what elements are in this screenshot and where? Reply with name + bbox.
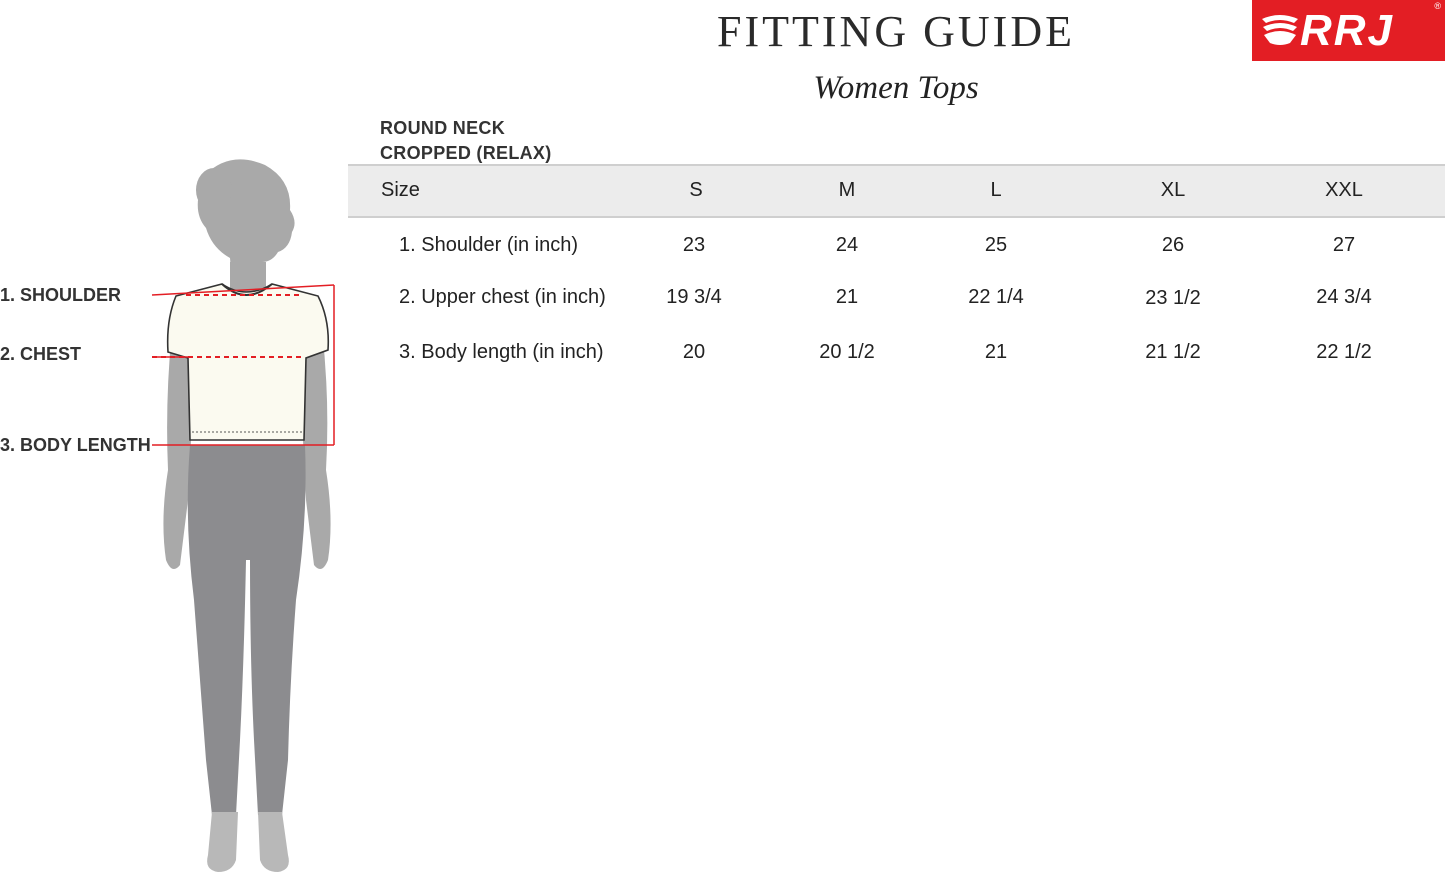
shield-icon <box>1260 13 1300 49</box>
page-title: FITTING GUIDE <box>717 7 1075 56</box>
row-label-upper-chest: 2. Upper chest (in inch) <box>399 286 606 308</box>
table-cell: 20 1/2 <box>819 341 875 363</box>
row-label-body-length: 3. Body length (in inch) <box>399 341 604 363</box>
table-cell: 21 <box>984 341 1008 363</box>
table-cell: 20 <box>682 341 706 363</box>
registered-mark: ® <box>1434 1 1441 11</box>
brand-name: RRJ <box>1300 6 1395 55</box>
table-cell: 26 <box>1161 234 1185 256</box>
table-cell: 21 <box>835 286 859 308</box>
brand-logo <box>1252 0 1445 61</box>
size-header-cell: S <box>689 179 703 201</box>
row-label-shoulder: 1. Shoulder (in inch) <box>399 234 578 256</box>
table-cell: 21 1/2 <box>1145 341 1201 363</box>
table-cell: 24 <box>835 234 859 256</box>
table-cell: 22 1/4 <box>968 286 1024 308</box>
size-header-cell: L <box>990 179 1002 201</box>
label-chest: 2. CHEST <box>0 344 82 364</box>
label-shoulder: 1. SHOULDER <box>0 285 122 305</box>
size-header-cell: M <box>838 179 856 201</box>
table-cell: 22 1/2 <box>1316 341 1372 363</box>
table-cell: 25 <box>984 234 1008 256</box>
size-header-cell: XL <box>1160 179 1186 201</box>
page-subtitle: Women Tops <box>813 70 979 106</box>
table-cell: 24 3/4 <box>1316 286 1372 308</box>
table-cell: 19 3/4 <box>666 286 722 308</box>
label-body-length: 3. BODY LENGTH <box>0 435 151 455</box>
product-line-2: CROPPED (RELAX) <box>380 143 552 163</box>
table-cell: 27 <box>1332 234 1356 256</box>
table-cell: 23 <box>682 234 706 256</box>
product-type <box>380 116 552 166</box>
size-header-cell: XXL <box>1325 179 1363 201</box>
product-line-1: ROUND NECK <box>380 118 506 138</box>
table-cell: 23 1/2 <box>1145 287 1201 309</box>
size-header-label: Size <box>381 179 420 201</box>
size-header-row <box>348 164 1445 218</box>
